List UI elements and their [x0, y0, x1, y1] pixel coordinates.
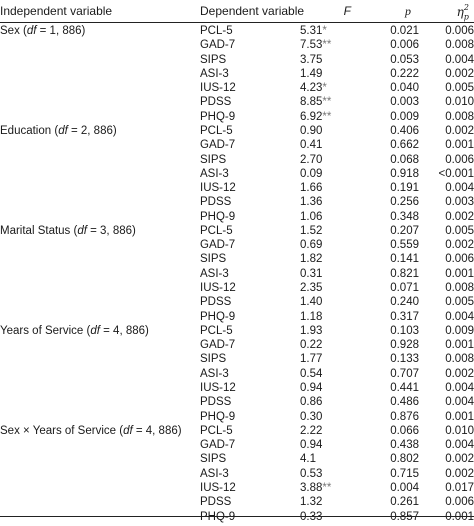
dependent-variable-cell: PHQ-9	[200, 310, 236, 323]
f-value-cell	[300, 96, 368, 108]
eta-squared-cell: 0.017	[445, 481, 474, 494]
f-value: 7.53	[300, 39, 323, 52]
p-value-cell: 0.053	[390, 53, 419, 66]
f-value-cell	[300, 396, 368, 408]
f-value: 2.70	[300, 153, 323, 166]
p-value-cell: 0.006	[390, 39, 419, 52]
f-value-cell	[300, 139, 368, 151]
p-value-cell: 0.876	[390, 410, 419, 423]
f-value: 4.1	[300, 453, 316, 466]
f-value: 0.41	[300, 139, 323, 152]
f-value-cell	[300, 82, 368, 94]
p-value-cell: 0.857	[390, 510, 419, 523]
iv-label-pre: Sex × Years of Service (	[0, 424, 124, 437]
p-value-cell: 0.918	[390, 167, 419, 180]
header-f: F	[343, 4, 351, 18]
dependent-variable-cell: PHQ-9	[200, 410, 236, 423]
dependent-variable-cell: IUS-12	[200, 282, 236, 295]
iv-label-post: = 4, 886)	[132, 424, 182, 437]
header-p: p	[405, 4, 411, 18]
f-value-cell	[300, 168, 368, 180]
iv-label-pre: Sex (	[0, 25, 27, 37]
f-value: 1.32	[300, 496, 323, 509]
f-value-cell	[300, 453, 368, 465]
eta-squared-cell: 0.002	[445, 239, 474, 252]
eta-squared-cell: 0.005	[445, 82, 474, 95]
iv-label-df: df	[58, 124, 68, 137]
f-value-cell	[300, 353, 368, 365]
f-value-cell	[300, 439, 368, 451]
f-value: 1.06	[300, 210, 323, 223]
eta-squared-cell: 0.002	[445, 67, 474, 80]
eta-squared-cell: 0.006	[445, 253, 474, 266]
f-value-cell	[300, 239, 368, 251]
eta-squared-cell: 0.002	[445, 467, 474, 480]
p-value-cell: 0.009	[390, 110, 419, 123]
p-value-cell: 0.441	[390, 382, 419, 394]
eta-squared-cell: 0.004	[445, 396, 474, 409]
p-value-cell: 0.222	[390, 67, 419, 80]
table-bottom-rule	[0, 516, 474, 517]
f-value-cell	[300, 268, 368, 280]
f-value: 1.66	[300, 182, 323, 195]
f-value-cell	[300, 182, 368, 194]
p-value-cell: 0.406	[390, 124, 419, 137]
f-value: 1.93	[300, 324, 323, 337]
f-value-cell	[300, 111, 368, 123]
f-value: 0.22	[300, 339, 323, 352]
p-value-cell: 0.486	[390, 396, 419, 409]
significance-marker: **	[322, 39, 332, 52]
f-value: 1.82	[300, 253, 323, 266]
dependent-variable-cell: IUS-12	[200, 382, 236, 394]
eta-squared-cell: <0.001	[438, 167, 474, 180]
dependent-variable-cell: PHQ-9	[200, 110, 236, 123]
f-value: 0.94	[300, 439, 323, 452]
dependent-variable-cell: IUS-12	[200, 481, 236, 494]
f-value-cell	[300, 382, 368, 394]
p-value-cell: 0.348	[390, 210, 419, 223]
p-value-cell: 0.141	[390, 253, 419, 266]
eta-squared-cell: 0.006	[445, 496, 474, 509]
p-value-cell: 0.071	[390, 282, 419, 295]
p-value-cell: 0.662	[390, 139, 419, 152]
header-eta-symbol: η	[456, 5, 464, 19]
eta-squared-cell: 0.005	[445, 224, 474, 237]
f-value-cell	[300, 425, 368, 437]
f-value: 0.86	[300, 396, 323, 409]
p-value-cell: 0.802	[390, 453, 419, 466]
f-value: 0.90	[300, 124, 323, 137]
independent-variable-label	[0, 25, 85, 37]
dependent-variable-cell: ASI-3	[200, 367, 229, 380]
iv-label-post: = 4, 886)	[99, 324, 149, 337]
f-value: 1.52	[300, 224, 323, 237]
f-value: 0.53	[300, 467, 323, 480]
iv-label-df: df	[77, 224, 87, 237]
eta-squared-cell: 0.002	[445, 367, 474, 380]
f-value: 1.18	[300, 310, 323, 323]
iv-label-post: = 1, 886)	[36, 25, 86, 37]
dependent-variable-cell: SIPS	[200, 153, 227, 166]
f-value: 0.69	[300, 239, 323, 252]
header-dependent-variable: Dependent variable	[200, 4, 305, 18]
dependent-variable-cell: SIPS	[200, 453, 227, 466]
f-value-cell	[300, 54, 368, 66]
p-value-cell: 0.317	[390, 310, 419, 323]
f-value-cell	[300, 311, 368, 323]
f-value-cell	[300, 196, 368, 208]
eta-squared-cell: 0.008	[445, 282, 474, 295]
f-value-cell	[300, 282, 368, 294]
p-value-cell: 0.068	[390, 153, 419, 166]
dependent-variable-cell: SIPS	[200, 353, 227, 366]
eta-squared-cell: 0.002	[445, 210, 474, 223]
iv-label-pre: Marital Status (	[0, 224, 78, 237]
independent-variable-label	[0, 425, 182, 437]
f-value-cell	[300, 25, 368, 37]
f-value-cell	[300, 325, 368, 337]
dependent-variable-cell: PCL-5	[200, 424, 233, 437]
eta-squared-cell: 0.004	[445, 310, 474, 323]
dependent-variable-cell: SIPS	[200, 253, 227, 266]
dependent-variable-cell: PHQ-9	[200, 510, 236, 523]
dependent-variable-cell: PCL-5	[200, 25, 233, 37]
p-value-cell: 0.003	[390, 96, 419, 109]
iv-label-df: df	[123, 424, 133, 437]
eta-squared-cell: 0.010	[445, 96, 474, 109]
f-value-cell	[300, 496, 368, 508]
dependent-variable-cell: GAD-7	[200, 139, 236, 152]
p-value-cell: 0.207	[390, 224, 419, 237]
dependent-variable-cell: IUS-12	[200, 82, 236, 95]
eta-squared-cell: 0.006	[445, 25, 474, 37]
dependent-variable-cell: GAD-7	[200, 39, 236, 52]
eta-squared-cell: 0.005	[445, 296, 474, 309]
f-value: 2.22	[300, 424, 323, 437]
f-value: 8.85	[300, 96, 323, 109]
p-value-cell: 0.040	[390, 82, 419, 95]
f-value-cell	[300, 68, 368, 80]
p-value-cell: 0.821	[390, 267, 419, 280]
f-value-cell	[300, 296, 368, 308]
f-value-cell	[300, 468, 368, 480]
p-value-cell: 0.191	[390, 182, 419, 195]
dependent-variable-cell: PCL-5	[200, 324, 233, 337]
f-value: 1.49	[300, 67, 323, 80]
dependent-variable-cell: PHQ-9	[200, 210, 236, 223]
eta-squared-cell: 0.001	[445, 410, 474, 423]
dependent-variable-cell: PDSS	[200, 196, 232, 209]
p-value-cell: 0.021	[390, 25, 419, 37]
eta-squared-cell: 0.008	[445, 39, 474, 52]
p-value-cell: 0.559	[390, 239, 419, 252]
eta-squared-cell: 0.004	[445, 182, 474, 195]
p-value-cell: 0.438	[390, 439, 419, 452]
p-value-cell: 0.240	[390, 296, 419, 309]
f-value: 1.77	[300, 353, 323, 366]
f-value: 0.09	[300, 167, 323, 180]
iv-label-df: df	[26, 25, 37, 37]
f-value-cell	[300, 211, 368, 223]
independent-variable-label	[0, 125, 117, 137]
table-header	[0, 0, 474, 23]
eta-squared-cell: 0.001	[445, 139, 474, 152]
f-value: 0.33	[300, 510, 323, 523]
f-value-cell	[300, 225, 368, 237]
significance-marker: *	[322, 82, 327, 95]
p-value-cell: 0.133	[390, 353, 419, 366]
f-value-cell	[300, 411, 368, 423]
f-value-cell	[300, 154, 368, 166]
eta-squared-cell: 0.010	[445, 424, 474, 437]
dependent-variable-cell: ASI-3	[200, 267, 229, 280]
f-value-cell	[300, 368, 368, 380]
dependent-variable-cell: PDSS	[200, 296, 232, 309]
eta-squared-cell: 0.002	[445, 124, 474, 137]
dependent-variable-cell: PDSS	[200, 96, 232, 109]
dependent-variable-cell: GAD-7	[200, 339, 236, 352]
eta-squared-cell: 0.004	[445, 439, 474, 452]
significance-marker: **	[322, 110, 332, 123]
dependent-variable-cell: PCL-5	[200, 224, 233, 237]
eta-squared-cell: 0.001	[445, 267, 474, 280]
eta-squared-cell: 0.004	[445, 53, 474, 66]
eta-squared-cell: 0.006	[445, 153, 474, 166]
dependent-variable-cell: GAD-7	[200, 239, 236, 252]
p-value-cell: 0.066	[390, 424, 419, 437]
header-independent-variable: Independent variable	[0, 4, 113, 18]
f-value-cell	[300, 482, 368, 494]
f-value: 0.94	[300, 382, 323, 394]
f-value: 4.23	[300, 82, 323, 95]
significance-marker: **	[322, 481, 332, 494]
p-value-cell: 0.261	[390, 496, 419, 509]
eta-squared-cell: 0.002	[445, 453, 474, 466]
f-value: 0.31	[300, 267, 323, 280]
eta-squared-cell: 0.008	[445, 110, 474, 123]
eta-squared-cell: 0.001	[445, 339, 474, 352]
f-value: 2.35	[300, 282, 323, 295]
iv-label-pre: Education (	[0, 124, 59, 137]
dependent-variable-cell: PDSS	[200, 396, 232, 409]
header-eta-subscript: p	[463, 12, 469, 22]
p-value-cell: 0.707	[390, 367, 419, 380]
eta-squared-cell: 0.004	[445, 382, 474, 394]
f-value: 0.54	[300, 367, 323, 380]
f-value: 6.92	[300, 110, 323, 123]
p-value-cell: 0.256	[390, 196, 419, 209]
significance-marker: **	[322, 96, 332, 109]
f-value: 1.40	[300, 296, 323, 309]
dependent-variable-cell: PCL-5	[200, 124, 233, 137]
f-value: 5.31	[300, 25, 323, 37]
dependent-variable-cell: ASI-3	[200, 67, 229, 80]
dependent-variable-cell: ASI-3	[200, 467, 229, 480]
iv-label-post: = 2, 886)	[67, 124, 117, 137]
header-partial-eta-squared	[452, 4, 474, 21]
f-value-cell	[300, 125, 368, 137]
f-value-cell	[300, 39, 368, 51]
iv-label-post: = 3, 886)	[86, 224, 136, 237]
f-value-cell	[300, 253, 368, 265]
eta-squared-cell: 0.001	[445, 510, 474, 523]
p-value-cell: 0.004	[390, 481, 419, 494]
independent-variable-label	[0, 225, 136, 237]
f-value: 0.30	[300, 410, 323, 423]
f-value-cell	[300, 339, 368, 351]
p-value-cell: 0.715	[390, 467, 419, 480]
eta-squared-cell: 0.009	[445, 324, 474, 337]
dependent-variable-cell: IUS-12	[200, 182, 236, 195]
dependent-variable-cell: GAD-7	[200, 439, 236, 452]
f-value: 3.75	[300, 53, 323, 66]
header-eta-superscript: 2	[463, 3, 469, 12]
significance-marker: *	[322, 25, 327, 37]
eta-squared-cell: 0.003	[445, 196, 474, 209]
dependent-variable-cell: PDSS	[200, 496, 232, 509]
dependent-variable-cell: ASI-3	[200, 167, 229, 180]
independent-variable-label	[0, 325, 149, 337]
p-value-cell: 0.103	[390, 324, 419, 337]
p-value-cell: 0.928	[390, 339, 419, 352]
iv-label-pre: Years of Service (	[0, 324, 91, 337]
iv-label-df: df	[90, 324, 100, 337]
eta-squared-cell: 0.008	[445, 353, 474, 366]
dependent-variable-cell: SIPS	[200, 53, 227, 66]
f-value: 3.88	[300, 481, 323, 494]
f-value: 1.36	[300, 196, 323, 209]
